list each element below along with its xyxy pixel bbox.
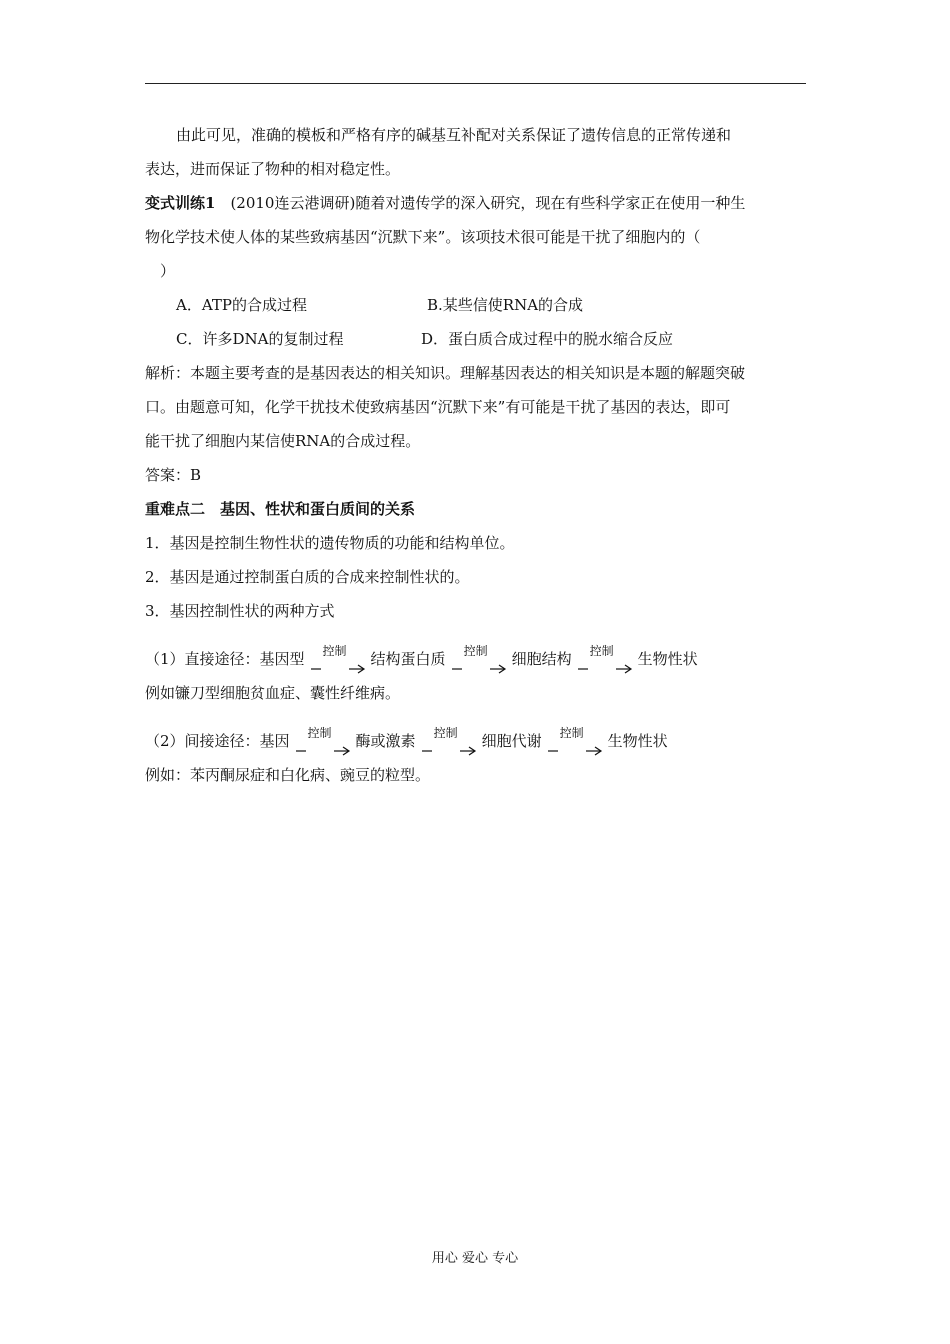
analysis-line: 解析：本题主要考查的是基因表达的相关知识。理解基因表达的相关知识是本题的解题突破 (145, 364, 746, 382)
control-arrow (576, 644, 634, 676)
list-item: 3．基因控制性状的两种方式 (145, 602, 335, 620)
indirect-prefix: （2）间接途径：基因 (145, 732, 290, 750)
exercise-title: 变式训练1 (145, 194, 216, 212)
answer-line: 答案：B (145, 466, 202, 484)
exercise-text-line: 物化学技术使人体的某些致病基因“沉默下来”。该项技术很可能是干扰了细胞内的（ (145, 228, 701, 246)
page-footer: 用心 爱心 专心 (431, 1251, 519, 1266)
direct-step3: 生物性状 (637, 650, 698, 668)
direct-step1: 结构蛋白质 (370, 650, 446, 668)
control-arrow (294, 726, 352, 758)
exercise-question (145, 186, 806, 220)
arrow-right-icon (450, 660, 508, 676)
example-line: 例如：苯丙酮尿症和白化病、豌豆的粒型。 (145, 766, 431, 784)
exercise-text: (2010连云港调研)随着对遗传学的深入研究，现在有些科学家正在使用一种生 (215, 194, 746, 212)
arrow-label: 控制 (463, 644, 488, 658)
arrow-label: 控制 (322, 644, 347, 658)
indirect-step3: 生物性状 (607, 732, 668, 750)
list-item: 2．基因是通过控制蛋白质的合成来控制性状的。 (145, 568, 470, 586)
options-row (145, 322, 806, 356)
arrow-label: 控制 (307, 726, 332, 740)
arrow-right-icon (546, 742, 604, 758)
list-item: 1．基因是控制生物性状的遗传物质的功能和结构单位。 (145, 534, 515, 552)
document-body (145, 118, 806, 792)
indirect-step2: 细胞代谢 (481, 732, 542, 750)
analysis-line: 口。由题意可知，化学干扰技术使致病基因“沉默下来”有可能是干扰了基因的表达，即可 (145, 398, 731, 416)
arrow-label: 控制 (559, 726, 584, 740)
option-b: B.某些信使RNA的合成 (427, 296, 584, 314)
exercise-text-line: ） (145, 262, 176, 280)
direct-step2: 细胞结构 (511, 650, 572, 668)
direct-pathway (145, 628, 806, 676)
option-d: D．蛋白质合成过程中的脱水缩合反应 (421, 330, 674, 348)
arrow-right-icon (294, 742, 352, 758)
control-arrow (546, 726, 604, 758)
arrow-label: 控制 (589, 644, 614, 658)
option-c: C．许多DNA的复制过程 (176, 330, 344, 348)
option-a: A．ATP的合成过程 (176, 296, 307, 314)
options-row (145, 288, 806, 322)
example-line: 例如镰刀型细胞贫血症、囊性纤维病。 (145, 684, 401, 702)
control-arrow (309, 644, 367, 676)
paragraph-line: 表达，进而保证了物种的相对稳定性。 (145, 160, 401, 178)
indirect-step1: 酶或激素 (355, 732, 416, 750)
direct-prefix: （1）直接途径：基因型 (145, 650, 305, 668)
section-heading: 重难点二 基因、性状和蛋白质间的关系 (145, 500, 416, 518)
arrow-right-icon (309, 660, 367, 676)
control-arrow (420, 726, 478, 758)
analysis-line: 能干扰了细胞内某信使RNA的合成过程。 (145, 432, 421, 450)
header-rule (145, 83, 806, 84)
indirect-pathway (145, 710, 806, 758)
control-arrow (450, 644, 508, 676)
arrow-label: 控制 (433, 726, 458, 740)
arrow-right-icon (576, 660, 634, 676)
arrow-right-icon (420, 742, 478, 758)
paragraph-line: 由此可见，准确的模板和严格有序的碱基互补配对关系保证了遗传信息的正常传递和 (176, 126, 732, 144)
